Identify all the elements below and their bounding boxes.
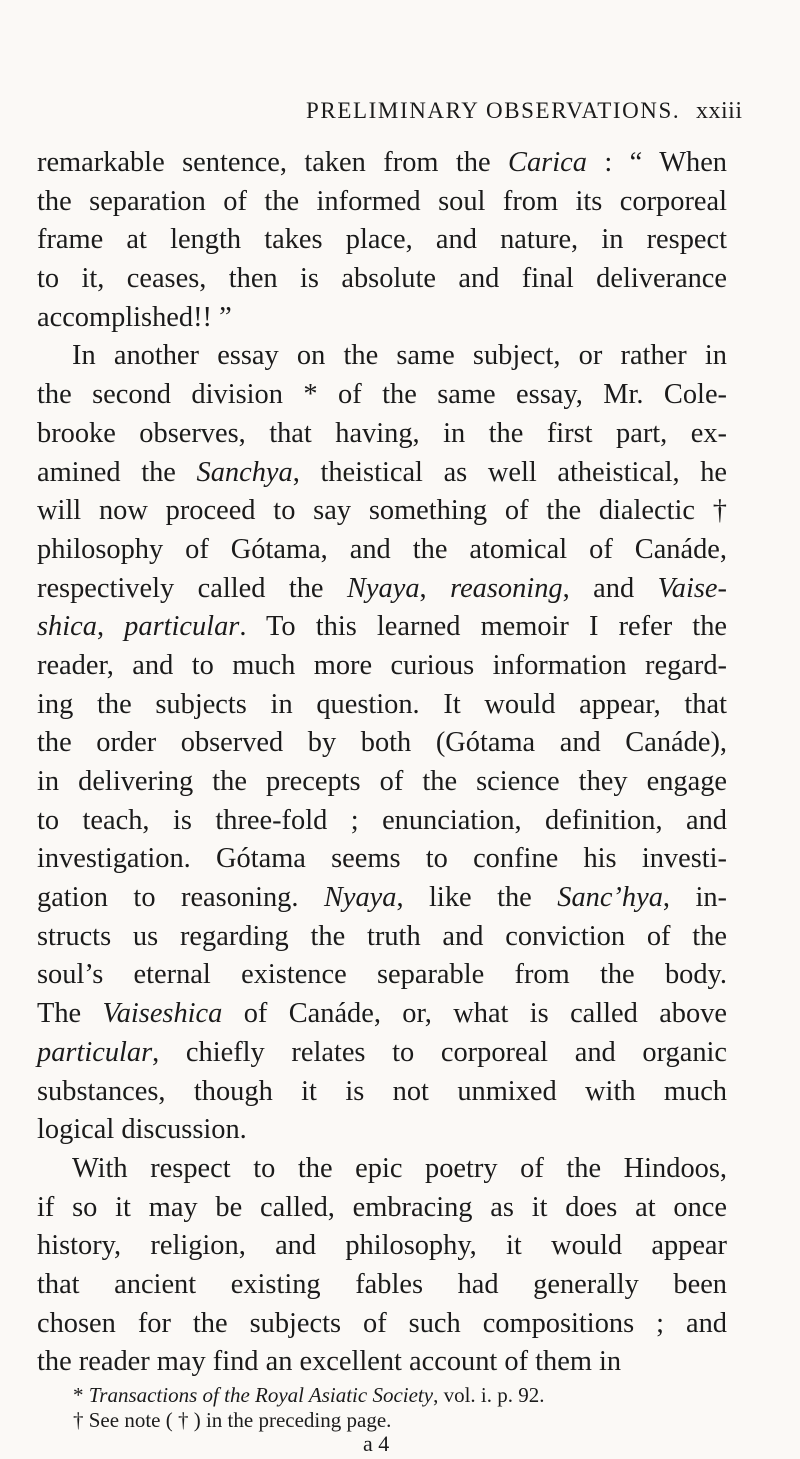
signature-mark: a 4 xyxy=(363,1431,390,1456)
text-line xyxy=(37,144,727,183)
text-line xyxy=(37,221,727,260)
text-run: brooke observes, that having, in the first part, ex- xyxy=(37,417,727,449)
text-line xyxy=(37,686,727,725)
text-run: amined the xyxy=(37,456,197,488)
text-run: the order observed by both (Gótama and Canáde), xyxy=(37,727,727,759)
text-run: ing the subjects in question. It would appear, that xyxy=(37,688,727,720)
text-line xyxy=(37,1150,727,1189)
text-line xyxy=(37,570,727,609)
italic-term: Transactions of the Royal Asiatic Society xyxy=(88,1383,434,1407)
page-number: xxiii xyxy=(696,98,743,124)
text-line xyxy=(37,337,727,376)
text-line xyxy=(37,531,727,570)
running-title: PRELIMINARY OBSERVATIONS. xyxy=(306,98,681,123)
text-run: , and xyxy=(562,572,658,604)
italic-term: shica xyxy=(37,611,97,643)
text-line xyxy=(37,1111,727,1150)
text-run: accomplished!! ” xyxy=(37,301,232,333)
text-run: With respect to the epic poetry of the Hindoos, xyxy=(72,1152,727,1184)
italic-term: Sanc’hya xyxy=(557,882,663,914)
text-run: , chiefly relates to corporeal and organic xyxy=(152,1036,727,1068)
text-run: that ancient existing fables had generally been xyxy=(37,1268,727,1300)
footnote xyxy=(37,1383,727,1408)
text-run: soul’s eternal existence separable from the body. xyxy=(37,959,727,991)
text-line xyxy=(37,802,727,841)
text-line xyxy=(37,608,727,647)
text-run: if so it may be called, embracing as it does at once xyxy=(37,1191,727,1223)
text-run: remarkable sentence, taken from the xyxy=(37,147,509,178)
text-line xyxy=(37,1227,727,1266)
text-run: , xyxy=(96,611,125,643)
text-run: gation to reasoning. xyxy=(37,882,324,914)
text-line xyxy=(37,415,727,454)
italic-term: Vaise- xyxy=(657,572,727,604)
text-run: : “ When xyxy=(586,147,727,178)
text-run: In another essay on the same subject, or rather in xyxy=(72,340,727,372)
text-run: the separation of the informed soul from its corporeal xyxy=(37,185,727,217)
text-line xyxy=(37,1189,727,1228)
text-line xyxy=(37,376,727,415)
text-run: , vol. i. p. 92. xyxy=(433,1383,545,1407)
text-run: philosophy of Gótama, and the atomical of Canáde, xyxy=(37,533,727,565)
body-text xyxy=(37,144,727,1382)
text-line xyxy=(37,1034,727,1073)
text-run: , like the xyxy=(396,882,558,914)
text-line xyxy=(37,1266,727,1305)
text-run: respectively called the xyxy=(37,572,347,604)
italic-term: particular xyxy=(37,1036,153,1068)
text-run: history, religion, and philosophy, it would appear xyxy=(37,1230,727,1262)
text-line xyxy=(37,840,727,879)
text-line xyxy=(37,647,727,686)
text-run: structs us regarding the truth and conviction of the xyxy=(37,920,727,952)
text-run: , theistical as well atheistical, he xyxy=(292,456,727,488)
italic-term: Sanchya xyxy=(196,456,293,488)
footnotes xyxy=(37,1383,727,1433)
text-line xyxy=(37,1305,727,1344)
italic-term: Vaiseshica xyxy=(102,998,223,1030)
text-run: . To this learned memoir I refer the xyxy=(239,611,727,643)
italic-term: reasoning xyxy=(450,572,563,604)
running-head xyxy=(0,98,800,134)
text-run: logical discussion. xyxy=(37,1114,247,1146)
text-line xyxy=(37,995,727,1034)
text-run: of Canáde, or, what is called above xyxy=(222,998,727,1030)
footnote xyxy=(37,1408,727,1433)
text-run: † See note ( † ) in the preceding page. xyxy=(73,1408,392,1432)
text-line xyxy=(37,1073,727,1112)
text-run: substances, though it is not unmixed with much xyxy=(37,1075,727,1107)
italic-term: Nyaya xyxy=(323,882,397,914)
italic-term: Nyaya xyxy=(346,572,420,604)
text-run: chosen for the subjects of such compositions ; and xyxy=(37,1307,727,1339)
italic-term: Carica xyxy=(508,147,587,178)
text-run: * xyxy=(73,1383,89,1407)
text-line xyxy=(37,1343,727,1382)
text-run: The xyxy=(37,998,103,1030)
text-run: in delivering the precepts of the science they engage xyxy=(37,766,727,797)
italic-term: particular xyxy=(124,611,240,643)
text-run: , in- xyxy=(662,882,727,914)
text-run: will now proceed to say something of the dialectic † xyxy=(37,495,727,527)
text-line xyxy=(37,492,727,531)
text-run: the reader may find an excellent account of them in xyxy=(37,1346,622,1378)
text-line xyxy=(37,763,727,802)
text-line xyxy=(37,724,727,763)
text-run: , xyxy=(419,572,451,604)
text-run: to it, ceases, then is absolute and final deliverance xyxy=(37,263,727,295)
text-line xyxy=(37,956,727,995)
text-run: frame at length takes place, and nature, in respect xyxy=(37,224,727,256)
text-line xyxy=(37,183,727,222)
text-run: the second division * of the same essay, Mr. Cole- xyxy=(37,379,727,411)
text-run: investigation. Gótama seems to confine his investi- xyxy=(37,843,727,875)
text-run: reader, and to much more curious information regard- xyxy=(37,649,727,681)
text-line xyxy=(37,260,727,299)
text-line xyxy=(37,454,727,493)
text-line xyxy=(37,299,727,338)
text-line xyxy=(37,879,727,918)
text-run: to teach, is three-fold ; enunciation, definition, and xyxy=(37,804,727,836)
text-line xyxy=(37,918,727,957)
